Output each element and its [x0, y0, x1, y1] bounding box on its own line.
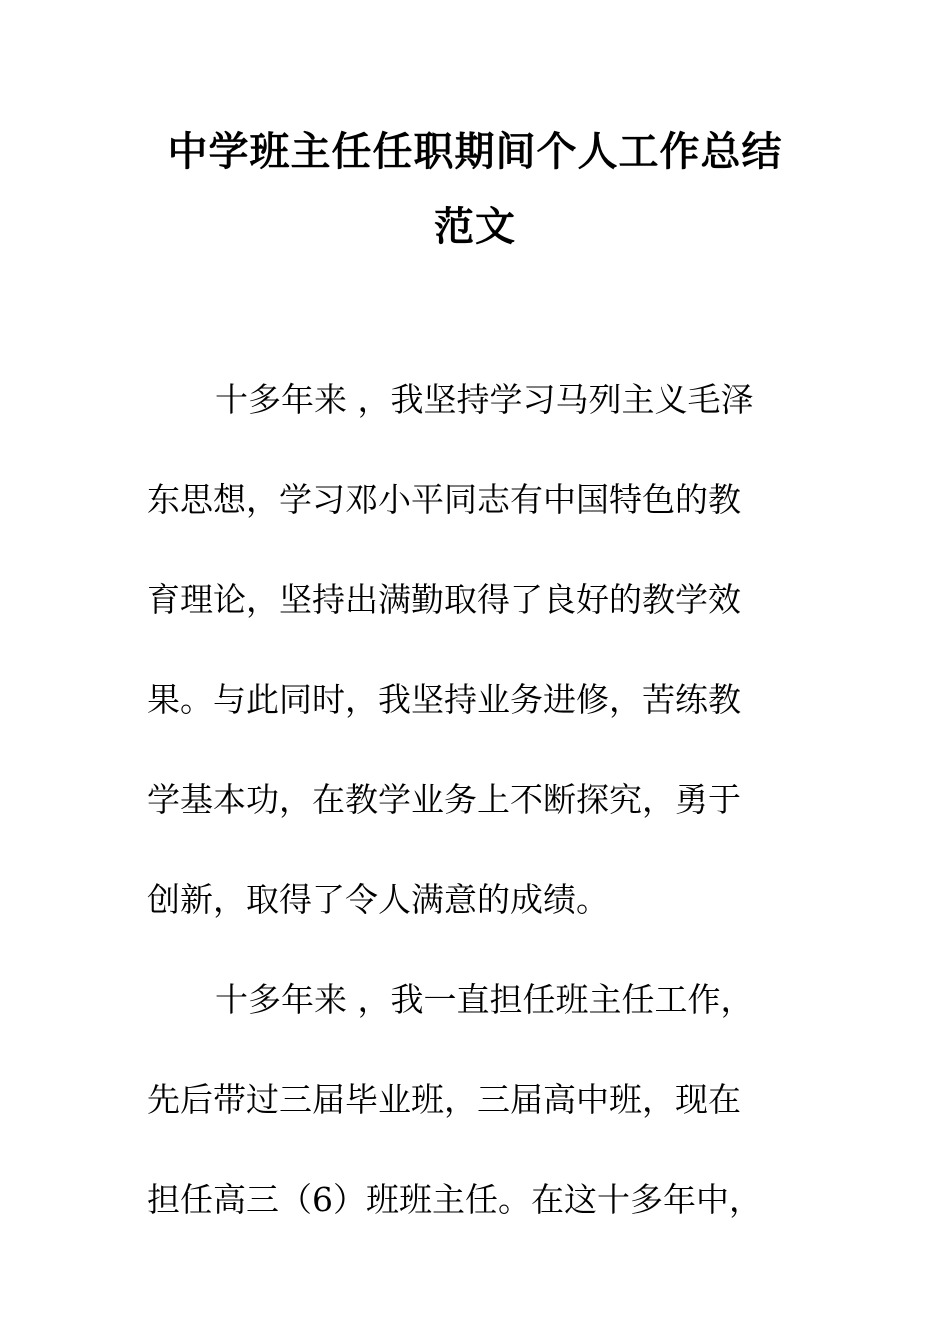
paragraph-line: 东思想，学习邓小平同志有中国特色的教 — [147, 480, 741, 519]
paragraph-line: 果。与此同时，我坚持业务进修，苦练教 — [147, 680, 741, 719]
document-title-line-2: 范文 — [434, 204, 516, 250]
paragraph-line: 十多年来 ，我一直担任班主任工作， — [215, 980, 754, 1019]
paragraph-2 — [147, 950, 807, 1250]
document-title-line-1: 中学班主任任职期间个人工作总结 — [167, 129, 783, 175]
paragraph-line: 学基本功，在教学业务上不断探究，勇于 — [147, 780, 741, 819]
paragraph-line: 创新，取得了令人满意的成绩。 — [147, 880, 609, 919]
paragraph-line: 育理论，坚持出满勤取得了良好的教学效 — [147, 580, 741, 619]
paragraph-1 — [147, 350, 807, 950]
paragraph-line: 十多年来 ，我坚持学习马列主义毛泽 — [215, 380, 754, 419]
paragraph-line: 先后带过三届毕业班，三届高中班，现在 — [147, 1080, 741, 1119]
paragraph-line: 担任高三（6）班班主任。在这十多年中， — [147, 1180, 762, 1219]
